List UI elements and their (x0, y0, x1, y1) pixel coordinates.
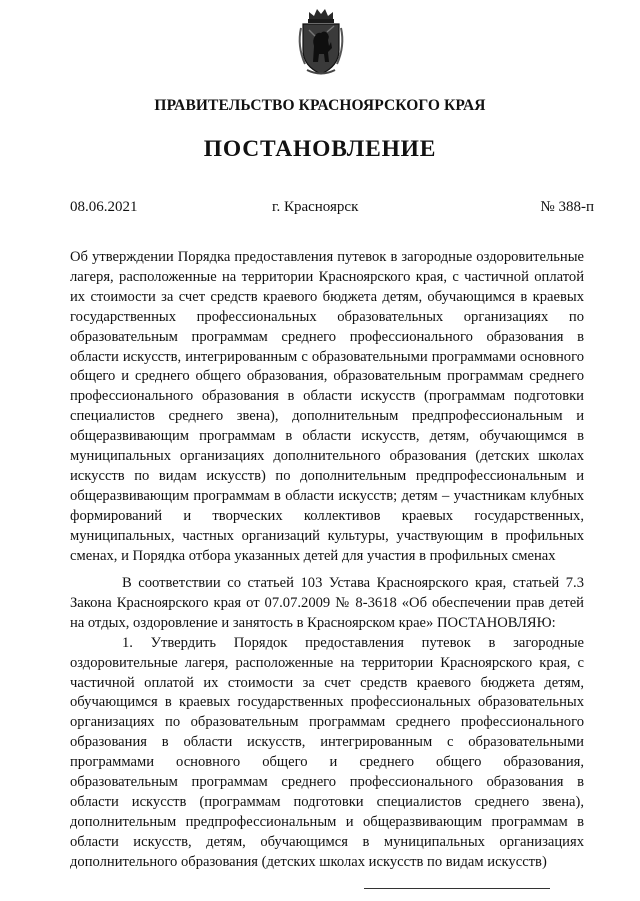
document-body (70, 574, 584, 873)
page-bottom-rule (364, 888, 550, 889)
document-type-heading: ПОСТАНОВЛЕНИЕ (203, 136, 437, 162)
document-number: № 388-п (540, 199, 594, 215)
item-1-paragraph: 1. Утвердить Порядок предоставления путевок в загородные оздоровительные лагеря, расположенные на территории Красноярского края, с частичной оплатой их стоимости за счет средств краевого бюджета детям, обучающимся в краевых государственных профессиональных образовательных организациях по образовательным программам среднего профессионального образования в области искусств, интегрированным с образовательными программами основного общего и среднего общего образования, образовательным программам среднего профессионального образования в области искусств (программам подготовки специалистов среднего звена), дополнительным предпрофессиональным и общеразвивающим программам в области искусств, детям, обучающимся в муниципальных организациях дополнительного образования (детских школах искусств по видам искусств) (70, 634, 584, 870)
document-city: г. Красноярск (272, 199, 359, 215)
krasnoyarsk-coat-of-arms-icon (293, 6, 349, 78)
document-date: 08.06.2021 (70, 199, 138, 215)
issuer-heading: ПРАВИТЕЛЬСТВО КРАСНОЯРСКОГО КРАЯ (154, 97, 486, 114)
preamble-paragraph: В соответствии со статьей 103 Устава Красноярского края, статьей 7.3 Закона Красноярского края от 07.07.2009 № 8-3618 «Об обеспечении прав детей на отдых, оздоровление и занятость в Красноярском крае» ПОСТАНОВЛЯЮ: (70, 575, 584, 631)
document-title: Об утверждении Порядка предоставления путевок в загородные оздоровительные лагеря, расположенные на территории Красноярского края, с частичной оплатой их стоимости за счет средств краевого бюджета детям, обучающимся в краевых государственных профессиональных образовательных организациях по образовательным программам среднего профессионального образования в области искусств, интегрированным с образовательными программами основного общего и среднего общего образования, образовательным программам среднего профессионального образования в области искусств (программам подготовки специалистов среднего звена), дополнительным предпрофессиональным и общеразвивающим программам в области искусств, детям, обучающимся в муниципальных организациях дополнительного образования (детских школах искусств по видам искусств) по дополнительным предпрофессиональным и общеразвивающим программам в области искусств; детям – участникам клубных формирований и творческих коллективов краевых государственных, муниципальных, частных организаций культуры, участвующим в профильных сменах, и Порядка отбора указанных детей для участия в профильных сменах (70, 249, 584, 564)
